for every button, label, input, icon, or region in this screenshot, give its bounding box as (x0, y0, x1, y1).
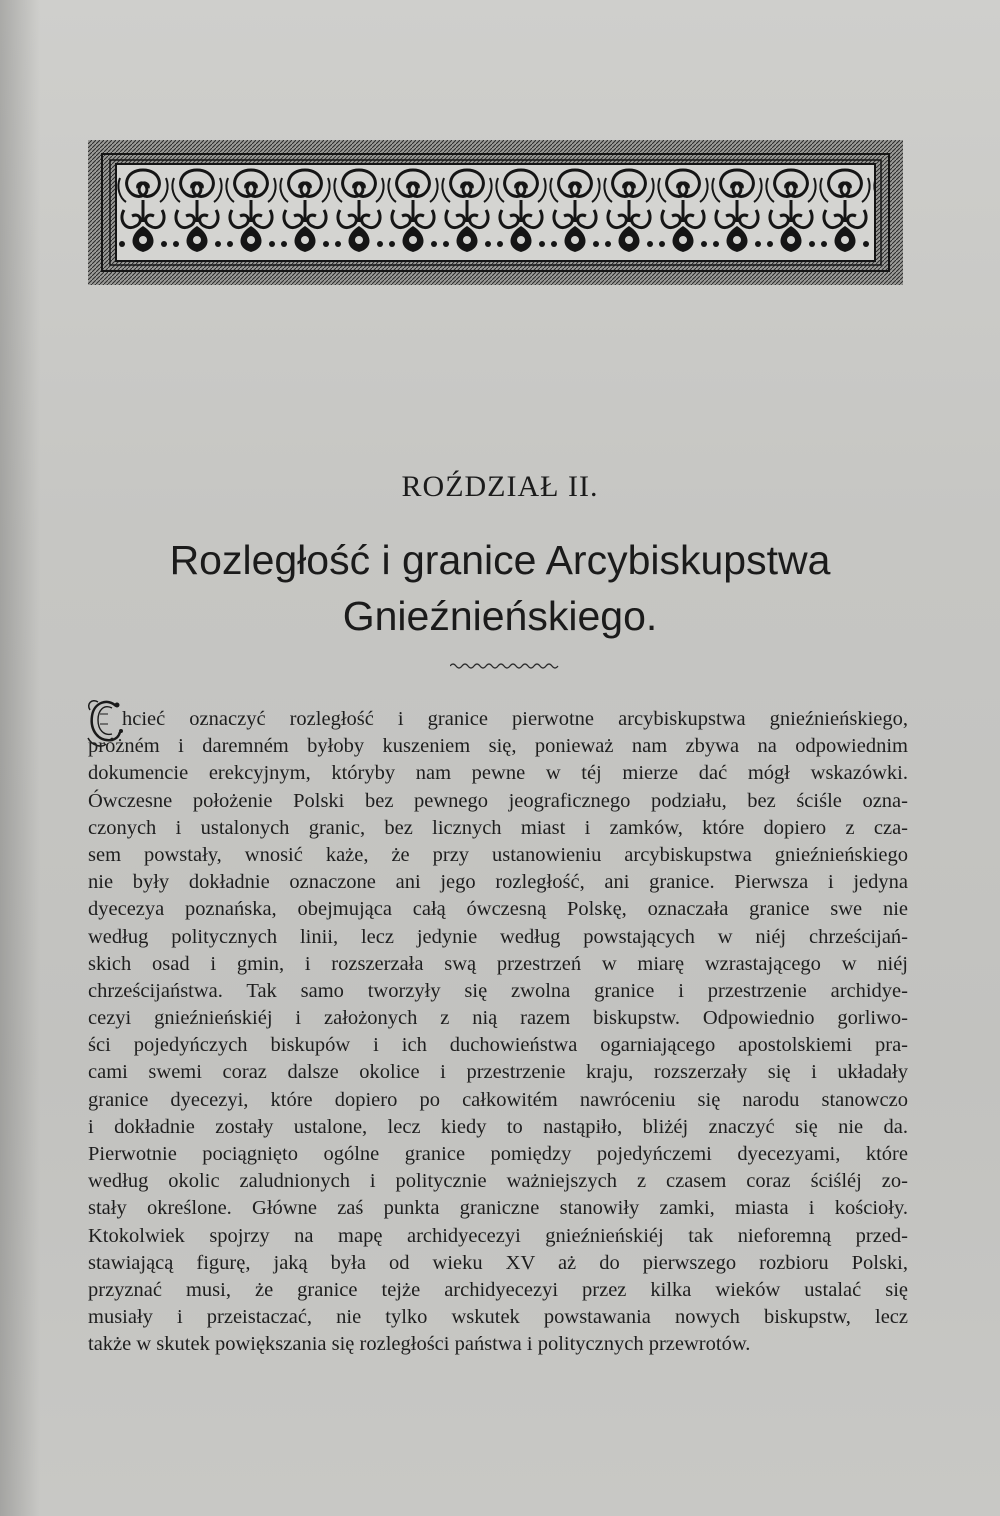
body-line: według okolic zaludnionych i politycznie ważniejszych z czasem coraz ściśléj zo- (88, 1170, 908, 1193)
body-line: ści pojedyńczych biskupów i ich duchowieństwa ogarniającego apostolskiemi pra- (88, 1034, 908, 1057)
body-paragraph (88, 706, 908, 1359)
body-line: skich osad i gmin, i rozszerzała swą przestrzeń w miarę wzrastającego w niéj (88, 952, 908, 975)
body-line: stawiającą figurę, jaką była od wieku XV aż do pierwszego rozbioru Polski, (88, 1251, 908, 1274)
wavy-rule-icon (450, 662, 560, 670)
body-line: stały określone. Główne zaś punkta graniczne stanowiły zamki, miasta i kościoły. (88, 1197, 908, 1220)
body-line: według politycznych linii, lecz jedynie według powstających w niéj chrześcijań- (88, 925, 908, 948)
body-line: granice dyecezyi, które dopiero po całkowitém nawróceniu się narodu stanowczo (88, 1088, 908, 1111)
body-line: próżném i daremném byłoby kuszeniem się, ponieważ nam zbywa na odpowiednim (88, 735, 908, 758)
chapter-title-line-1: Rozległość i granice Arcybiskupstwa (169, 537, 831, 583)
body-line: przyznać musi, że granice tejże archidyecezyi przez kilka wieków ustalać się (88, 1278, 908, 1301)
body-line: hcieć oznaczyć rozległość i granice pierwotne arcybiskupstwa gnieźnieńskiego, (122, 708, 908, 730)
floral-scroll-border-icon (88, 140, 903, 285)
body-line: musiały i przeistaczać, nie tylko wskutek powstawania nowych biskupstw, lecz (88, 1306, 908, 1329)
body-line: Ówczesne położenie Polski bez pewnego jeograficznego podziału, bez ściśle ozna- (88, 789, 908, 812)
binding-shadow (0, 0, 40, 1516)
chapter-title-line-2: Gnieźnieńskiego. (342, 593, 658, 639)
chapter-number: ROŹDZIAŁ II. (401, 470, 599, 503)
body-line: Ktokolwiek spojrzy na mapę archidyecezyi gnieźnieńskiéj tak nieforemną przed- (88, 1224, 908, 1247)
body-line: także w skutek powiększania się rozległości państwa i politycznych przewrotów. (88, 1333, 751, 1356)
body-line: dokumencie erekcyjnym, któryby nam pewne w téj mierze dać mógł wskazówki. (88, 762, 908, 785)
body-line: Pierwotnie pociągnięto ogólne granice pomiędzy pojedyńczemi dyecezyami, które (88, 1143, 908, 1165)
chapter-title (0, 532, 1000, 644)
body-line: i dokładnie zostały ustalone, lecz kiedy to nastąpiło, bliżéj znaczyć się nie da. (88, 1115, 908, 1138)
body-line: cami swemi coraz dalsze okolice i przestrzenie kraju, rozszerzały się i układały (88, 1061, 908, 1084)
body-line: sem powstały, wnosić każe, że przy ustanowieniu arcybiskupstwa gnieźnieńskiego (88, 843, 908, 866)
body-line: dyecezya poznańska, obejmująca całą ówczesną Polskę, oznaczała granice swe nie (88, 898, 908, 921)
body-line: nie były dokładnie oznaczone ani jego rozległość, ani granice. Pierwsza i jedyna (88, 871, 908, 894)
body-line: chrześcijaństwa. Tak samo tworzyły się zwolna granice i przestrzenie archidye- (88, 979, 908, 1002)
body-line: czonych i ustalonych granic, bez licznych miast i zamków, które dopiero z cza- (88, 816, 908, 839)
body-line: cezyi gnieźnieńskiéj i założonych z nią razem biskupstw. Odpowiednio gorliwo- (88, 1007, 908, 1030)
